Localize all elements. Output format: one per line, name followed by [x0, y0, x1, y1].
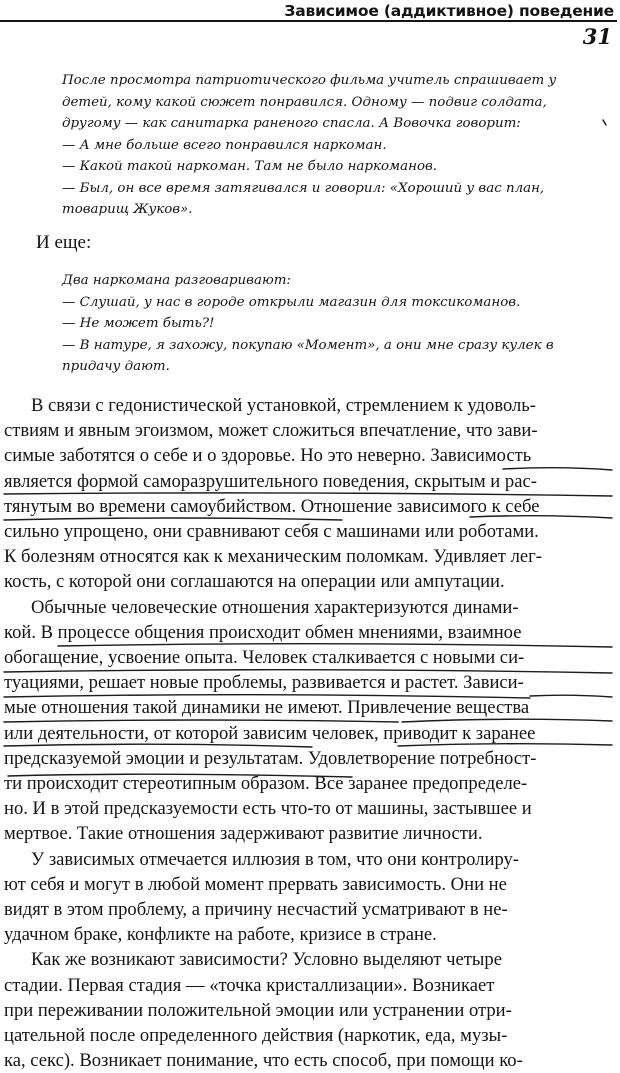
- paragraph-line: Обычные человеческие отношения характеризуются динами-: [31, 596, 519, 618]
- joke-line: придачу дают.: [62, 359, 170, 374]
- joke-line: — В натуре, я захожу, покупаю «Момент», а они мне сразу кулек в: [62, 337, 554, 353]
- joke-line: другому — как санитарка раненого спасла. А Вовочка говорит:: [62, 116, 521, 131]
- paragraph-line: сильно упрощено, они сравнивают себя с машинами или роботами.: [4, 521, 539, 543]
- paragraph-line: симые заботятся о себе и о здоровье. Но это неверно. Зависимость: [4, 445, 532, 467]
- joke-block-teacher: [62, 70, 617, 221]
- paragraph-line: К болезням относятся как к механическим поломкам. Удивляет лег-: [4, 546, 542, 568]
- paragraph-line: видят в этом проблему, а причину несчастий усматривают в не-: [4, 899, 508, 921]
- paragraph-line: стадии. Первая стадия — «точка кристаллизации». Возникает: [4, 974, 495, 996]
- joke-line: — А мне больше всего понравился наркоман.: [62, 137, 387, 153]
- joke-line: детей, кому какой сюжет понравился. Одному — подвиг солдата,: [62, 94, 547, 110]
- joke-line: — Не может быть?!: [62, 316, 215, 331]
- paragraph-line: В связи с гедонистической установкой, стремлением к удоволь-: [31, 395, 536, 416]
- page-number: 31: [582, 24, 612, 49]
- paragraph-line: или деятельности, от которой зависим человек, приводит к заранее: [4, 722, 536, 744]
- joke-line: — Слушай, у нас в городе открыли магазин для токсикоманов.: [62, 294, 521, 310]
- paragraph-line: ют себя и могут в любой момент прервать зависимость. Они не: [4, 873, 507, 895]
- paragraph-line: обогащение, усвоение опыта. Человек сталкивается с новыми си-: [4, 647, 525, 669]
- paragraph-line: является формой саморазрушительного поведения, скрытым и рас-: [4, 470, 537, 492]
- paragraph-line: мые отношения такой динамики не имеют. Привлечение вещества: [4, 697, 530, 719]
- joke-block-shop: [62, 270, 617, 378]
- paragraph-line: ствиям и явным эгоизмом, может сложиться впечатление, что зави-: [4, 420, 538, 442]
- paragraph-line: мертвое. Такие отношения задерживают развитие личности.: [4, 823, 483, 845]
- header-rule: [0, 20, 617, 22]
- paragraph-line: тянутым во времени самоубийством. Отношение зависимого к себе: [4, 495, 540, 517]
- paragraph-line: Как же возникают зависимости? Условно выделяют четыре: [31, 949, 502, 971]
- joke-line: После просмотра патриотического фильма учитель спрашивает у: [62, 73, 557, 88]
- running-title: Зависимое (аддиктивное) поведение: [284, 2, 614, 20]
- paragraph-line: предсказуемой эмоции и результатам. Удовлетворение потребност-: [4, 747, 537, 769]
- paragraph-line: туациями, решает новые проблемы, развивается и растет. Зависи-: [4, 672, 524, 694]
- joke-line: товарищ Жуков».: [62, 202, 193, 217]
- paragraph-line: но. И в этой предсказуемости есть что-то от машины, застывшее и: [4, 798, 532, 820]
- joke-line: — Был, он все время затягивался и говорил: «Хороший у вас план,: [62, 180, 545, 196]
- paragraph-line: кой. В процессе общения происходит обмен мнениями, взаимное: [4, 621, 522, 643]
- paragraph-line: ти происходит стереотипным образом. Все заранее предопределе-: [4, 773, 528, 795]
- page-header: [0, 0, 620, 26]
- paragraph-line: при переживании положительной эмоции или устранении отри-: [4, 999, 512, 1021]
- paragraph-line: удачном браке, конфликте на работе, кризисе в стране.: [4, 924, 437, 946]
- paragraph-line: У зависимых отмечается иллюзия в том, что они контролиру-: [31, 848, 519, 870]
- body-text: [4, 393, 616, 1073]
- paragraph-line: цательной после определенного действия (наркотик, еда, музы-: [4, 1025, 508, 1047]
- and-more-heading: И еще:: [36, 232, 92, 253]
- joke-line: Два наркомана разговаривают:: [62, 273, 291, 288]
- paragraph-line: кость, с которой они соглашаются на операции или ампутации.: [4, 571, 505, 593]
- joke-line: — Какой такой наркоман. Там не было наркоманов.: [62, 159, 438, 174]
- paragraph-line: ка, секс). Возникает понимание, что есть способ, при помощи ко-: [4, 1050, 523, 1072]
